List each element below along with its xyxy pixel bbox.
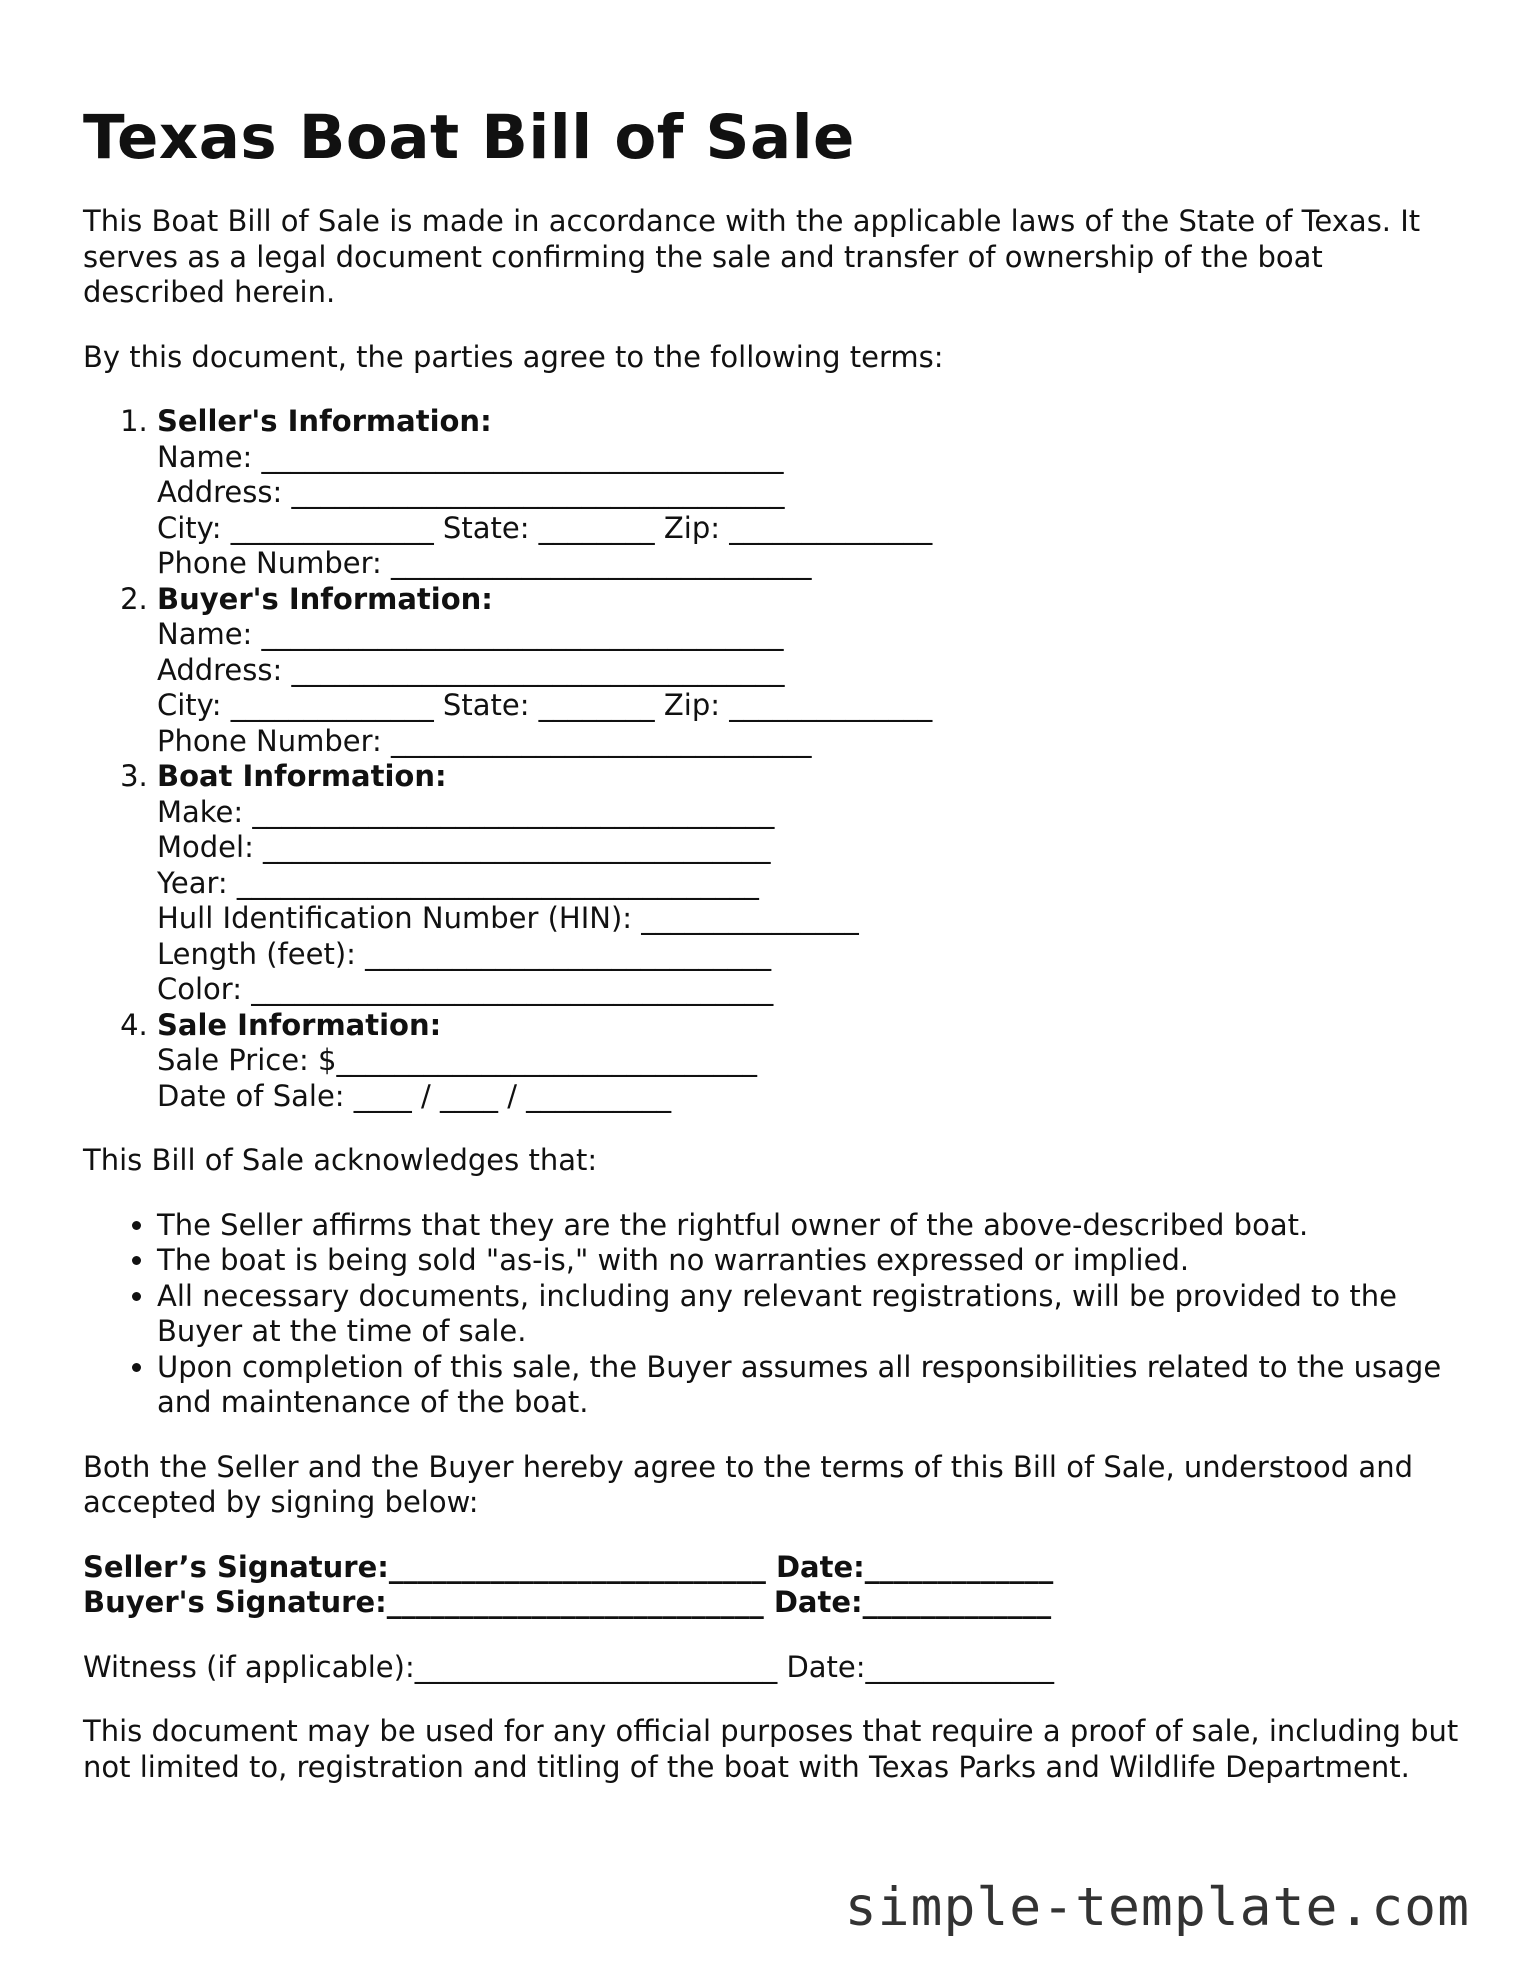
buyer-section-title: 2. Buyer's Information: [157,581,493,616]
document-title: Texas Boat Bill of Sale [83,102,855,173]
sale-section [157,1008,1463,1115]
list-item: • The boat is being sold "as-is," with no warranties expressed or implied. [157,1243,1463,1279]
buyer-signature-field[interactable]: Buyer's Signature:__________________________ Date:_____________ [83,1585,1052,1619]
list-item: • All necessary documents, including any relevant registrations, will be provided to the Buyer at the time of sale. [157,1279,1463,1350]
intro-paragraph: This Boat Bill of Sale is made in accordance with the applicable laws of the State of Texas. It serves as a legal document confirming the sale and transfer of ownership of the boat described herein. [83,204,1421,309]
watermark-logo: simple-template.com [844,1877,1470,1938]
signature-block [83,1550,1463,1621]
sale-date-field[interactable]: Date of Sale: ____ / ____ / __________ [157,1078,672,1113]
acknowledges-heading: This Bill of Sale acknowledges that: [83,1143,598,1177]
sale-price-field[interactable]: Sale Price: $_____________________________ [157,1043,757,1077]
buyer-name-field[interactable]: Name: ____________________________________ [157,617,784,651]
boat-length-field[interactable]: Length (feet): ____________________________ [157,936,772,971]
boat-make-field[interactable]: Make: ____________________________________ [157,794,775,829]
boat-section-title: 3. Boat Information: [157,759,447,793]
boat-hin-field[interactable]: Hull Identification Number (HIN): _______________ [157,901,859,935]
seller-section [157,404,1463,582]
acknowledgement-list [83,1208,1463,1421]
terms-list [83,404,1463,1114]
buyer-address-field[interactable]: Address: __________________________________ [157,652,785,687]
seller-signature-field[interactable]: Seller’s Signature:__________________________ Date:_____________ [83,1549,1054,1584]
agreement-paragraph: Both the Seller and the Buyer hereby agree to the terms of this Bill of Sale, understood and accepted by signing below: [83,1449,1413,1519]
list-item: • Upon completion of this sale, the Buyer assumes all responsibilities related to the usage and maintenance of the boat. [157,1350,1463,1421]
seller-phone-field[interactable]: Phone Number: _____________________________ [157,546,812,580]
boat-year-field[interactable]: Year: ____________________________________ [157,865,759,900]
witness-signature-field[interactable]: Witness (if applicable):_________________________ Date:_____________ [83,1649,1055,1684]
buyer-city-state-zip-field[interactable]: City: ______________ State: ________ Zip: ______________ [157,688,933,722]
buyer-phone-field[interactable]: Phone Number: _____________________________ [157,723,812,758]
boat-color-field[interactable]: Color: ____________________________________ [157,972,774,1006]
seller-city-state-zip-field[interactable]: City: ______________ State: ________ Zip: ______________ [157,510,933,545]
list-item: • The Seller affirms that they are the rightful owner of the above-described boat. [157,1208,1463,1244]
buyer-section [157,582,1463,760]
document-page [83,100,1463,1814]
closing-paragraph: This document may be used for any official purposes that require a proof of sale, including but not limited to, registration and titling of the boat with Texas Parks and Wildlife Department. [83,1714,1459,1784]
boat-model-field[interactable]: Model: ___________________________________ [157,830,771,864]
boat-section [157,759,1463,1008]
seller-address-field[interactable]: Address: __________________________________ [157,475,785,509]
seller-name-field[interactable]: Name: ____________________________________ [157,439,784,474]
sale-section-title: 4. Sale Information: [157,1007,442,1042]
seller-section-title: 1. Seller's Information: [157,404,492,438]
terms-intro: By this document, the parties agree to the following terms: [83,339,944,374]
